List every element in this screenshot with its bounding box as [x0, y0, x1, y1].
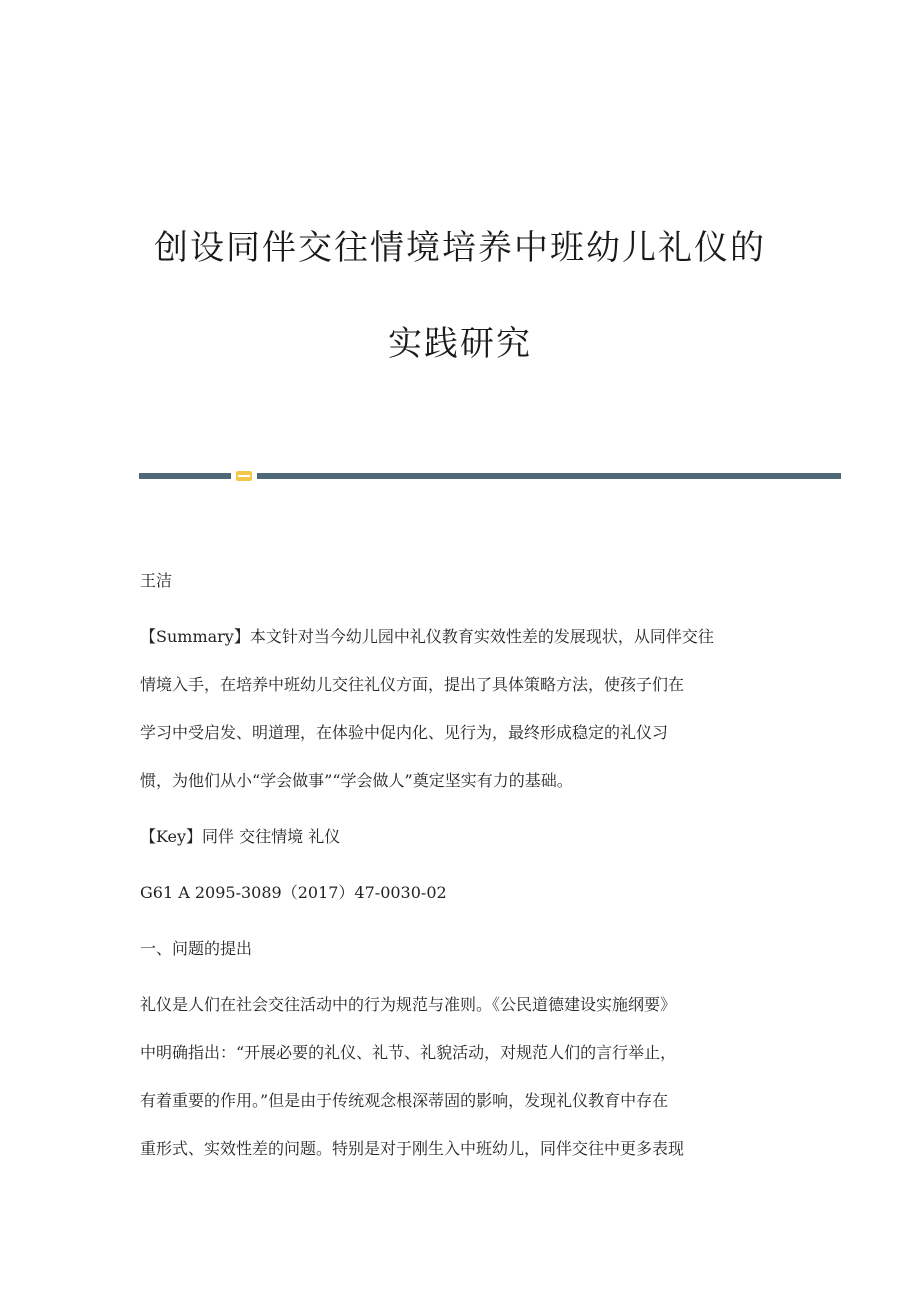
title-divider	[139, 471, 841, 481]
body-line: 礼仪是人们在社会交往活动中的行为规范与准则。《公民道德建设实施纲要》	[140, 995, 677, 1014]
envelope-icon	[236, 471, 252, 481]
section-heading: 一、问题的提出	[140, 939, 253, 958]
page-title-line-1: 创设同伴交往情境培养中班幼儿礼仪的	[154, 228, 766, 268]
summary-line: 【Summary】本文针对当今幼儿园中礼仪教育实效性差的发展现状，从同伴交往	[140, 627, 714, 646]
body-line: 中明确指出：“开展必要的礼仪、礼节、礼貌活动，对规范人们的言行举止，	[140, 1043, 677, 1062]
body-line: 有着重要的作用。”但是由于传统观念根深蒂固的影响，发现礼仪教育中存在	[140, 1091, 669, 1110]
body-line: 重形式、实效性差的问题。特别是对于刚生入中班幼儿，同伴交往中更多表现	[140, 1139, 685, 1158]
divider-right-bar	[257, 473, 841, 479]
author-name: 王洁	[140, 571, 173, 590]
page-title-line-2: 实践研究	[388, 324, 532, 364]
keywords: 【Key】同伴 交往情境 礼仪	[140, 827, 341, 846]
summary-line: 情境入手，在培养中班幼儿交往礼仪方面，提出了具体策略方法，使孩子们在	[140, 675, 685, 694]
classification-code: G61 A 2095-3089（2017）47-0030-02	[140, 883, 447, 902]
summary-line: 惯，为他们从小“学会做事”“学会做人”奠定坚实有力的基础。	[140, 771, 573, 790]
summary-line: 学习中受启发、明道理，在体验中促内化、见行为，最终形成稳定的礼仪习	[140, 723, 669, 742]
divider-left-bar	[139, 473, 231, 479]
